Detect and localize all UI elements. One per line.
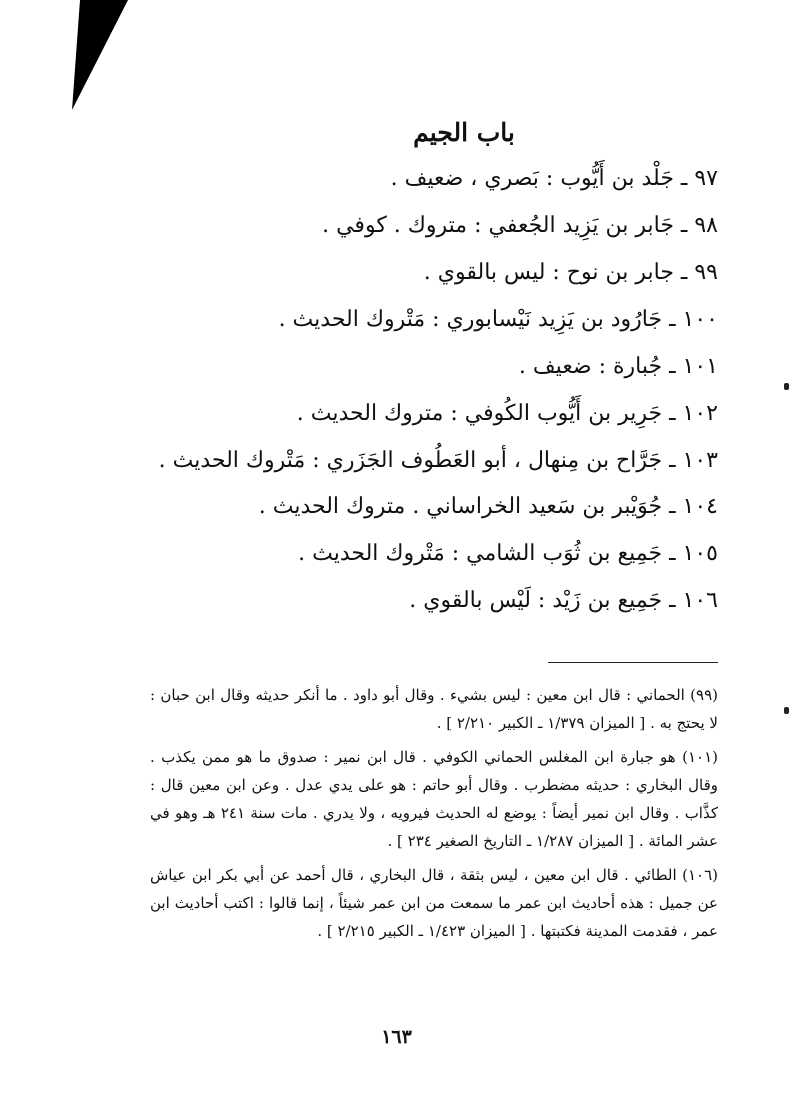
footnote-text: (١٠١) هو جبارة ابن المغلس الحماني الكوفي . قال ابن نمير : صدوق ما هو ممن يكذب . وقال البخاري : حديثه مضطرب . وقال أبو حاتم : هو على يدي عدل . وعن ابن معين قال : كذَّاب . وقال ابن نمير أيضاً : يوضع له الحديث فيرويه ، ولا يدري . مات سنة ٢٤١ هـ وهو في عشر المائة . <box>150 748 718 850</box>
entry-100: ١٠٠ ـ جَارُود بن يَزِيد نَيْسابوري : مَتْروك الحديث . <box>278 307 718 332</box>
entry-list <box>150 161 718 630</box>
entry-103: ١٠٣ ـ جَرَّاح بن مِنهال ، أبو العَطُوف الجَزَري : مَتْروك الحديث . <box>158 448 718 473</box>
edge-dot <box>784 707 789 714</box>
entry-102: ١٠٢ ـ جَرِير بن أَيُّوب الكُوفي : متروك الحديث . <box>296 401 718 426</box>
page-number: ١٦٣ <box>381 1026 412 1048</box>
page-body <box>150 118 718 951</box>
chapter-title: باب الجيم <box>413 118 515 147</box>
footnote-separator <box>548 662 718 663</box>
footnote-99 <box>150 681 718 737</box>
entry-106: ١٠٦ ـ جَمِيع بن زَيْد : لَيْس بالقوي . <box>409 588 718 613</box>
entry-105: ١٠٥ ـ جَمِيع بن ثُوَب الشامي : مَتْروك الحديث . <box>298 541 718 566</box>
footnotes <box>150 681 718 945</box>
corner-mark-shape <box>0 0 130 115</box>
entry-97: ٩٧ ـ جَلْد بن أَيُّوب : بَصري ، ضعيف . <box>390 166 718 191</box>
entry-98: ٩٨ ـ جَابر بن يَزِيد الجُعفي : متروك . كوفي . <box>322 213 718 238</box>
entry-104: ١٠٤ ـ جُوَيْبر بن سَعيد الخراساني . متروك الحديث . <box>258 494 718 519</box>
footnote-101 <box>150 743 718 855</box>
footnote-source: [ الميزان ١/٢٨٧ ـ التاريخ الصغير ٢٣٤ ] . <box>387 832 635 850</box>
entry-101: ١٠١ ـ جُبارة : ضعيف . <box>518 354 718 379</box>
entry-99: ٩٩ ـ جابر بن نوح : ليس بالقوي . <box>423 260 718 285</box>
footnote-text: (٩٩) الحماني : قال ابن معين : ليس بشيء . وقال أبو داود . ما أنكر حديثه وقال ابن حبان : لا يحتج به . <box>150 686 718 732</box>
edge-dot <box>784 383 789 390</box>
footnote-source: [ الميزان ١/٣٧٩ ـ الكبير ٢/٢١٠ ] . <box>436 714 646 732</box>
footnote-text: (١٠٦) الطائي . قال ابن معين ، ليس بثقة ، قال البخاري ، قال أحمد عن أبي بكر ابن عياش عن جميل : هذه أحاديث ابن عمر ما سمعت من ابن عمر شيئاً ، إنما قالوا : اكتب أحاديث ابن عمر ، فقدمت المدينة فكتبتها . <box>150 866 718 940</box>
footnote-source: [ الميزان ١/٤٢٣ ـ الكبير ٢/٢١٥ ] . <box>317 922 526 940</box>
footnote-106 <box>150 861 718 945</box>
